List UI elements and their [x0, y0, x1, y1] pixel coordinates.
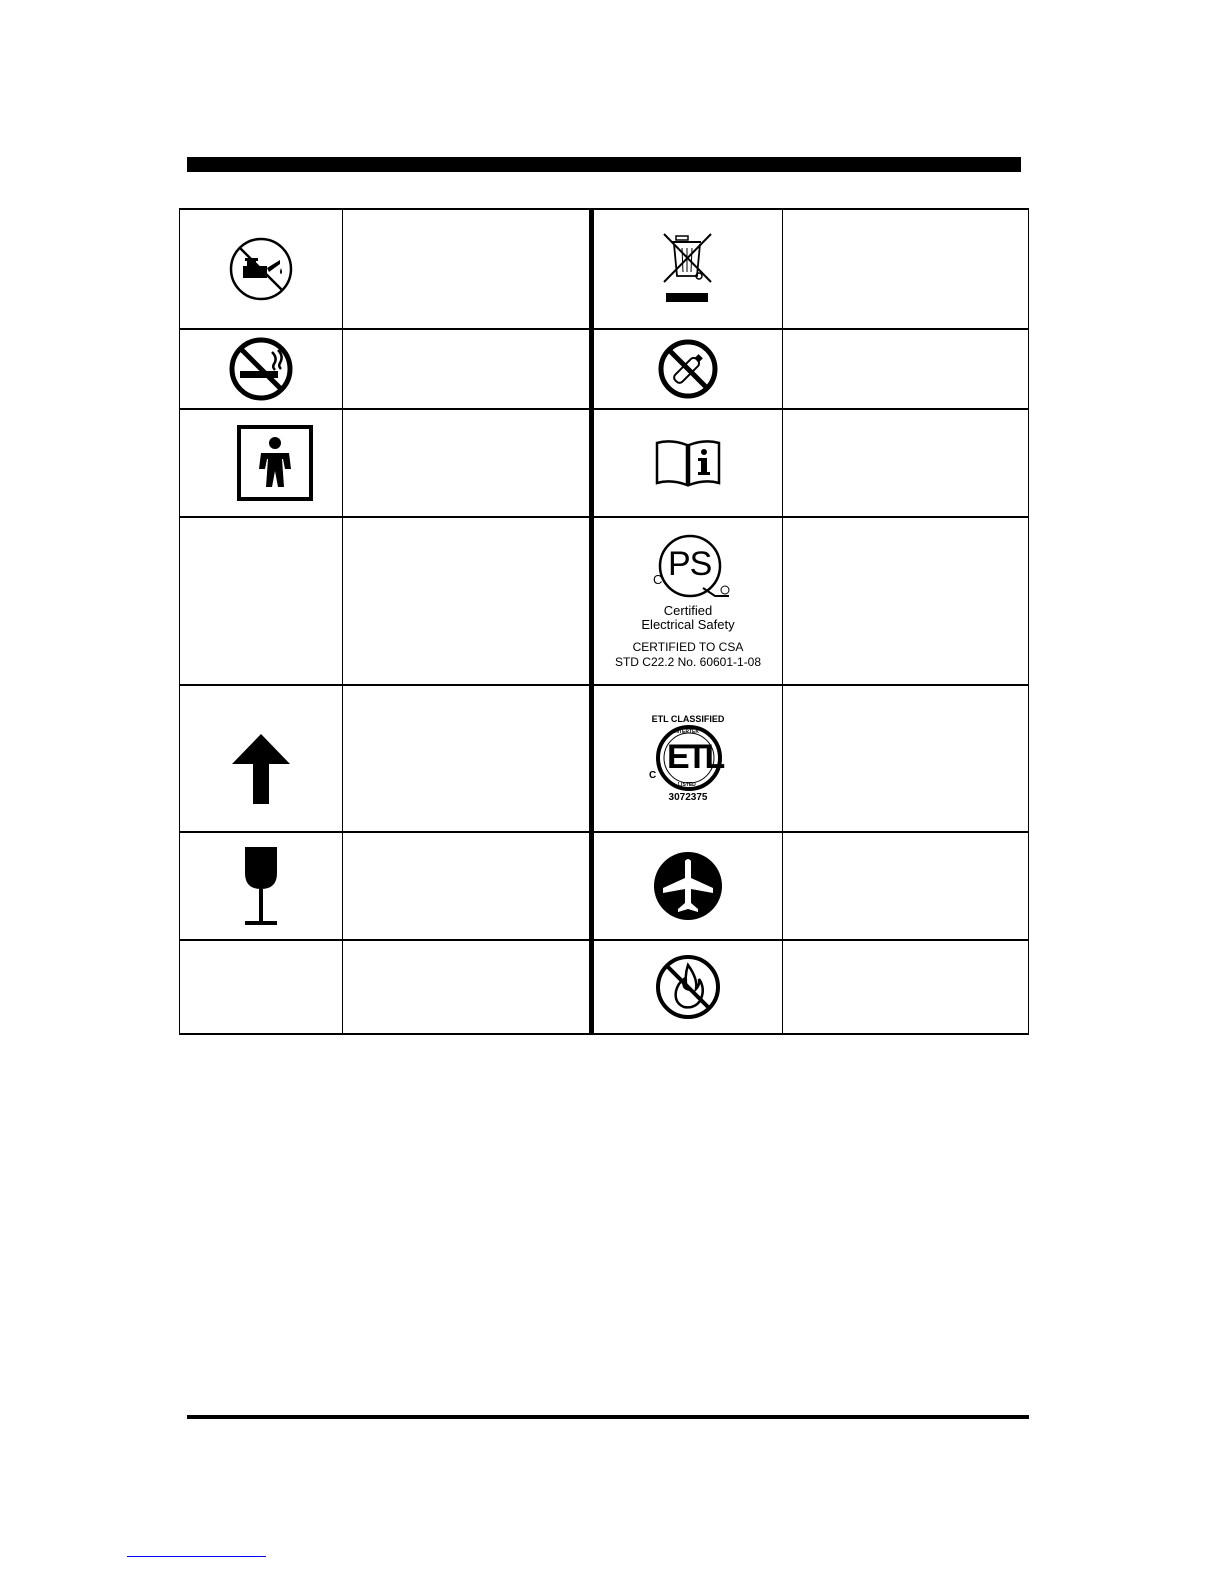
table-col-divider	[782, 208, 783, 1035]
csa-standard-line2: STD C22.2 No. 60601-1-08	[614, 655, 762, 669]
table-border-bottom	[179, 1033, 1029, 1035]
symbol-cell-empty	[180, 518, 342, 684]
etl-heading: ETL CLASSIFIED	[651, 714, 725, 724]
symbol-cell	[594, 686, 782, 831]
symbol-cell-empty	[180, 941, 342, 1033]
symbols-table	[179, 208, 1029, 1035]
no-open-flame-icon	[654, 953, 722, 1021]
weee-bin-icon	[661, 232, 715, 306]
type-bf-applied-part-icon	[237, 425, 313, 501]
airplane-icon	[653, 851, 723, 921]
table-border-right	[1028, 208, 1029, 1035]
symbol-cell	[180, 410, 342, 516]
footer-link-underline	[127, 1556, 266, 1557]
symbol-cell	[594, 330, 782, 408]
etl-c-label: C	[649, 770, 657, 781]
symbol-cell	[180, 210, 342, 328]
csa-title-line1: Certified	[663, 603, 713, 618]
csa-standard-line1: CERTIFIED TO CSA	[632, 640, 744, 654]
no-smoking-icon	[228, 336, 294, 402]
csa-title	[641, 604, 734, 632]
csa-title-line2: Electrical Safety	[641, 617, 735, 632]
symbol-cell	[594, 833, 782, 939]
symbol-cell	[180, 330, 342, 408]
symbol-cell	[180, 686, 342, 831]
csa-logo-text: PS	[668, 545, 712, 583]
consult-instructions-icon	[653, 437, 723, 489]
symbol-cell	[594, 518, 782, 684]
etl-classified-mark-icon	[643, 714, 733, 803]
symbol-cell	[594, 941, 782, 1033]
this-way-up-arrow-icon	[230, 732, 292, 806]
etl-logo-text: ETL	[667, 738, 723, 776]
symbol-cell	[180, 833, 342, 939]
no-oil-icon	[228, 236, 294, 302]
footer-rule	[187, 1415, 1029, 1419]
fragile-glass-icon	[241, 845, 281, 927]
csa-standard	[615, 640, 761, 670]
symbol-cell	[594, 210, 782, 328]
no-oxygen-cylinder-icon	[657, 338, 719, 400]
csa-certification-mark-icon	[615, 532, 761, 670]
header-rule	[187, 157, 1021, 172]
symbol-cell	[594, 410, 782, 516]
table-col-divider	[342, 208, 343, 1035]
etl-ring-top: INTERTEK	[674, 729, 699, 735]
etl-ring-bottom: LISTED	[678, 782, 696, 788]
csa-c-label: C	[653, 572, 663, 587]
etl-control-number: 3072375	[668, 792, 708, 803]
